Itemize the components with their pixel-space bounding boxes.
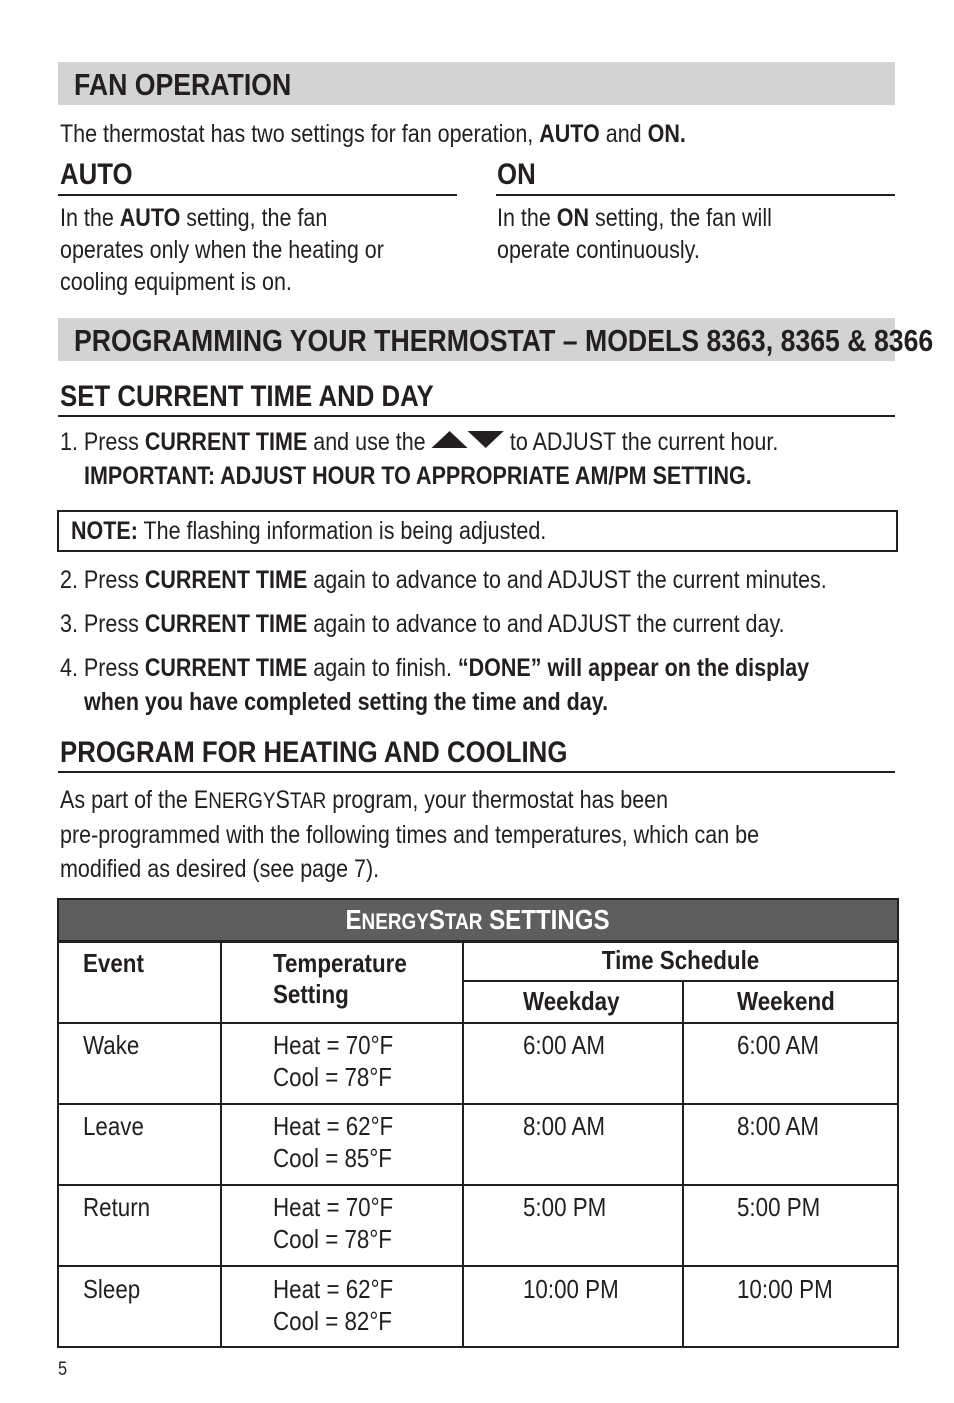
set-time-heading: SET CURRENT TIME AND DAY: [60, 380, 434, 413]
step-4: 4. Press CURRENT TIME again to finish. “DONE” will appear on the display: [60, 654, 810, 682]
programming-title: PROGRAMMING YOUR THERMOSTAT – MODELS 8363, 8365 & 8366: [74, 323, 934, 358]
event-cell: Leave: [83, 1111, 144, 1141]
note-box: [57, 510, 898, 552]
column-header-weekday: Weekday: [523, 986, 620, 1016]
weekend-cell: 10:00 PM: [737, 1274, 833, 1304]
temperature-cell: Heat = 62°F Cool = 85°F: [273, 1111, 394, 1173]
auto-heading-rule: [58, 194, 457, 196]
table-divider: [59, 1184, 897, 1186]
step-3: 3. Press CURRENT TIME again to advance to and ADJUST the current day.: [60, 610, 785, 638]
weekday-cell: 6:00 AM: [523, 1030, 606, 1060]
program-hc-rule: [58, 771, 895, 773]
down-arrow-icon: [468, 431, 504, 448]
program-hc-heading: PROGRAM FOR HEATING AND COOLING: [60, 736, 568, 769]
event-cell: Wake: [83, 1030, 140, 1060]
weekend-cell: 5:00 PM: [737, 1192, 821, 1222]
table-title-bar: [59, 900, 897, 943]
step-1-important: IMPORTANT: ADJUST HOUR TO APPROPRIATE AM/PM SETTING.: [84, 462, 752, 490]
temperature-cell: Heat = 70°F Cool = 78°F: [273, 1192, 394, 1254]
weekday-cell: 8:00 AM: [523, 1111, 606, 1141]
weekend-cell: 6:00 AM: [737, 1030, 820, 1060]
up-arrow-icon: [432, 431, 468, 448]
energy-star-settings-table: [57, 898, 899, 1348]
set-time-rule: [58, 415, 895, 417]
auto-heading: AUTO: [60, 158, 133, 191]
column-header-time-schedule: Time Schedule: [601, 945, 760, 975]
temperature-cell: Heat = 70°F Cool = 78°F: [273, 1030, 394, 1092]
column-header-weekend: Weekend: [737, 986, 835, 1016]
table-title: ENERGYSTAR SETTINGS: [345, 904, 611, 935]
table-divider: [59, 1022, 897, 1024]
page-number: 5: [58, 1359, 68, 1380]
auto-description: In the AUTO setting, the fan operates only when the heating or cooling equipment is on.: [60, 204, 384, 296]
weekend-cell: 8:00 AM: [737, 1111, 820, 1141]
note-text: The flashing information is being adjusted.: [143, 517, 547, 545]
on-description: In the ON setting, the fan will operate continuously.: [497, 204, 772, 264]
column-header-event: Event: [83, 948, 144, 978]
table-divider: [462, 940, 464, 1346]
event-cell: Sleep: [83, 1274, 141, 1304]
energy-star-name: ENERGYSTAR: [193, 786, 327, 814]
fan-operation-banner: [58, 62, 895, 105]
event-cell: Return: [83, 1192, 151, 1222]
step-1: 1. Press CURRENT TIME and use the to ADJUST the current hour.: [60, 428, 779, 456]
programming-banner: [58, 318, 934, 361]
on-heading: ON: [497, 158, 536, 191]
temperature-cell: Heat = 62°F Cool = 82°F: [273, 1274, 394, 1336]
table-divider: [462, 980, 897, 982]
weekday-cell: 10:00 PM: [523, 1274, 619, 1304]
column-header-temperature: Temperature Setting: [273, 948, 407, 1009]
table-divider: [682, 981, 684, 1346]
program-hc-description: As part of the ENERGYSTAR program, your thermostat has been pre-programmed with the following times and temperatures, which can be modified as desired (see page 7).: [60, 786, 760, 883]
step-2: 2. Press CURRENT TIME again to advance to and ADJUST the current minutes.: [60, 566, 827, 594]
on-heading-rule: [496, 194, 895, 196]
note-label: NOTE:: [71, 517, 138, 545]
fan-operation-intro: The thermostat has two settings for fan operation, AUTO and ON.: [60, 120, 686, 148]
weekday-cell: 5:00 PM: [523, 1192, 607, 1222]
table-divider: [59, 1265, 897, 1267]
step-4-continued: when you have completed setting the time and day.: [84, 688, 609, 716]
table-divider: [59, 1103, 897, 1105]
fan-operation-title: FAN OPERATION: [74, 67, 292, 102]
table-divider: [220, 940, 222, 1346]
